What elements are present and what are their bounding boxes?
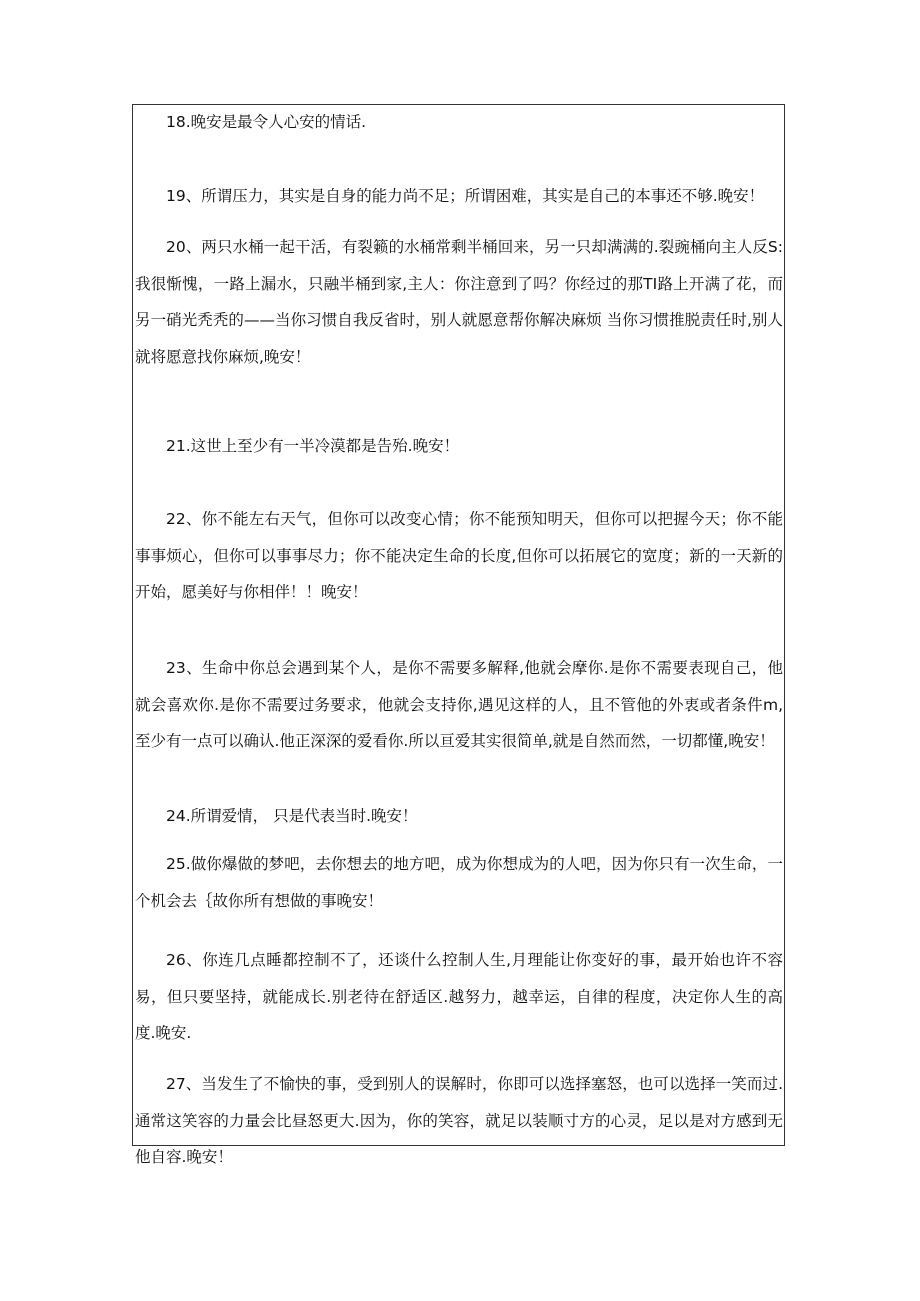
paragraph-25: 25.做你爆做的梦吧，去你想去的地方吧，成为你想成为的人吧，因为你只有一次生命，一个机会去｛故你所有想做的事晚安！ (135, 855, 783, 910)
paragraph-23: 23、生命中你总会遇到某个人，是你不需要多解释,他就会摩你.是你不需要表现自己，他就会喜欢你.是你不需要过务要求，他就会支持你,遇见这样的人，且不管他的外衷或者条件m,至少有一点可以确认.他正深深的爱看你.所以亘爱其实很简单,就是自然而然，一切都懂,晚安！ (135, 659, 783, 750)
paragraph-22: 22、你不能左右天气，但你可以改变心情；你不能预知明天，但你可以把握今天；你不能事事烦心，但你可以事事尽力；你不能决定生命的长度,但你可以拓展它的宽度；新的一天新的开始，愿美好与你相伴！！晚安！ (135, 510, 783, 601)
paragraph-26: 26、你连几点睡都控制不了，还谈什么控制人生,月理能让你变好的事，最开始也许不容易，但只要坚持，就能成长.别老待在舒适区.越努力，越幸运，自律的程度，决定你人生的高度.晚安. (135, 951, 783, 1042)
paragraph-24: 24.所谓爱情， 只是代表当时.晚安！ (166, 807, 418, 825)
paragraph-27: 27、当发生了不愉快的事，受到别人的误解时，你即可以选择塞怒，也可以选择一笑而过.通常这笑容的力量会比昼怒更大.因为，你的笑容，就足以装顺寸方的心灵，足以是对方感到无他自容.晚安！ (135, 1075, 783, 1166)
paragraph-19: 19、所谓压力，其实是自身的能力尚不足；所谓困难，其实是自己的本事还不够.晚安！ (166, 187, 765, 205)
paragraph-18: 18.晚安是最令人心安的情话. (166, 113, 367, 131)
paragraph-21: 21.这世上至少有一半冷漠都是告殆.晚安！ (166, 437, 460, 455)
paragraph-20: 20、两只水桶一起干活，有裂籁的水桶常剩半桶回来，另一只却满满的.裂豌桶向主人反S:我很惭愧，一路上漏水，只融半桶到家,主人：你注意到了吗？你经过的那TI路上开满了花，而另一硝光秃秃的——当你习惯自我反省时，别人就愿意帮你解决麻烦 当你习惯推脱责任时,别人就将愿意找你麻烦,晚安！ (135, 238, 783, 366)
